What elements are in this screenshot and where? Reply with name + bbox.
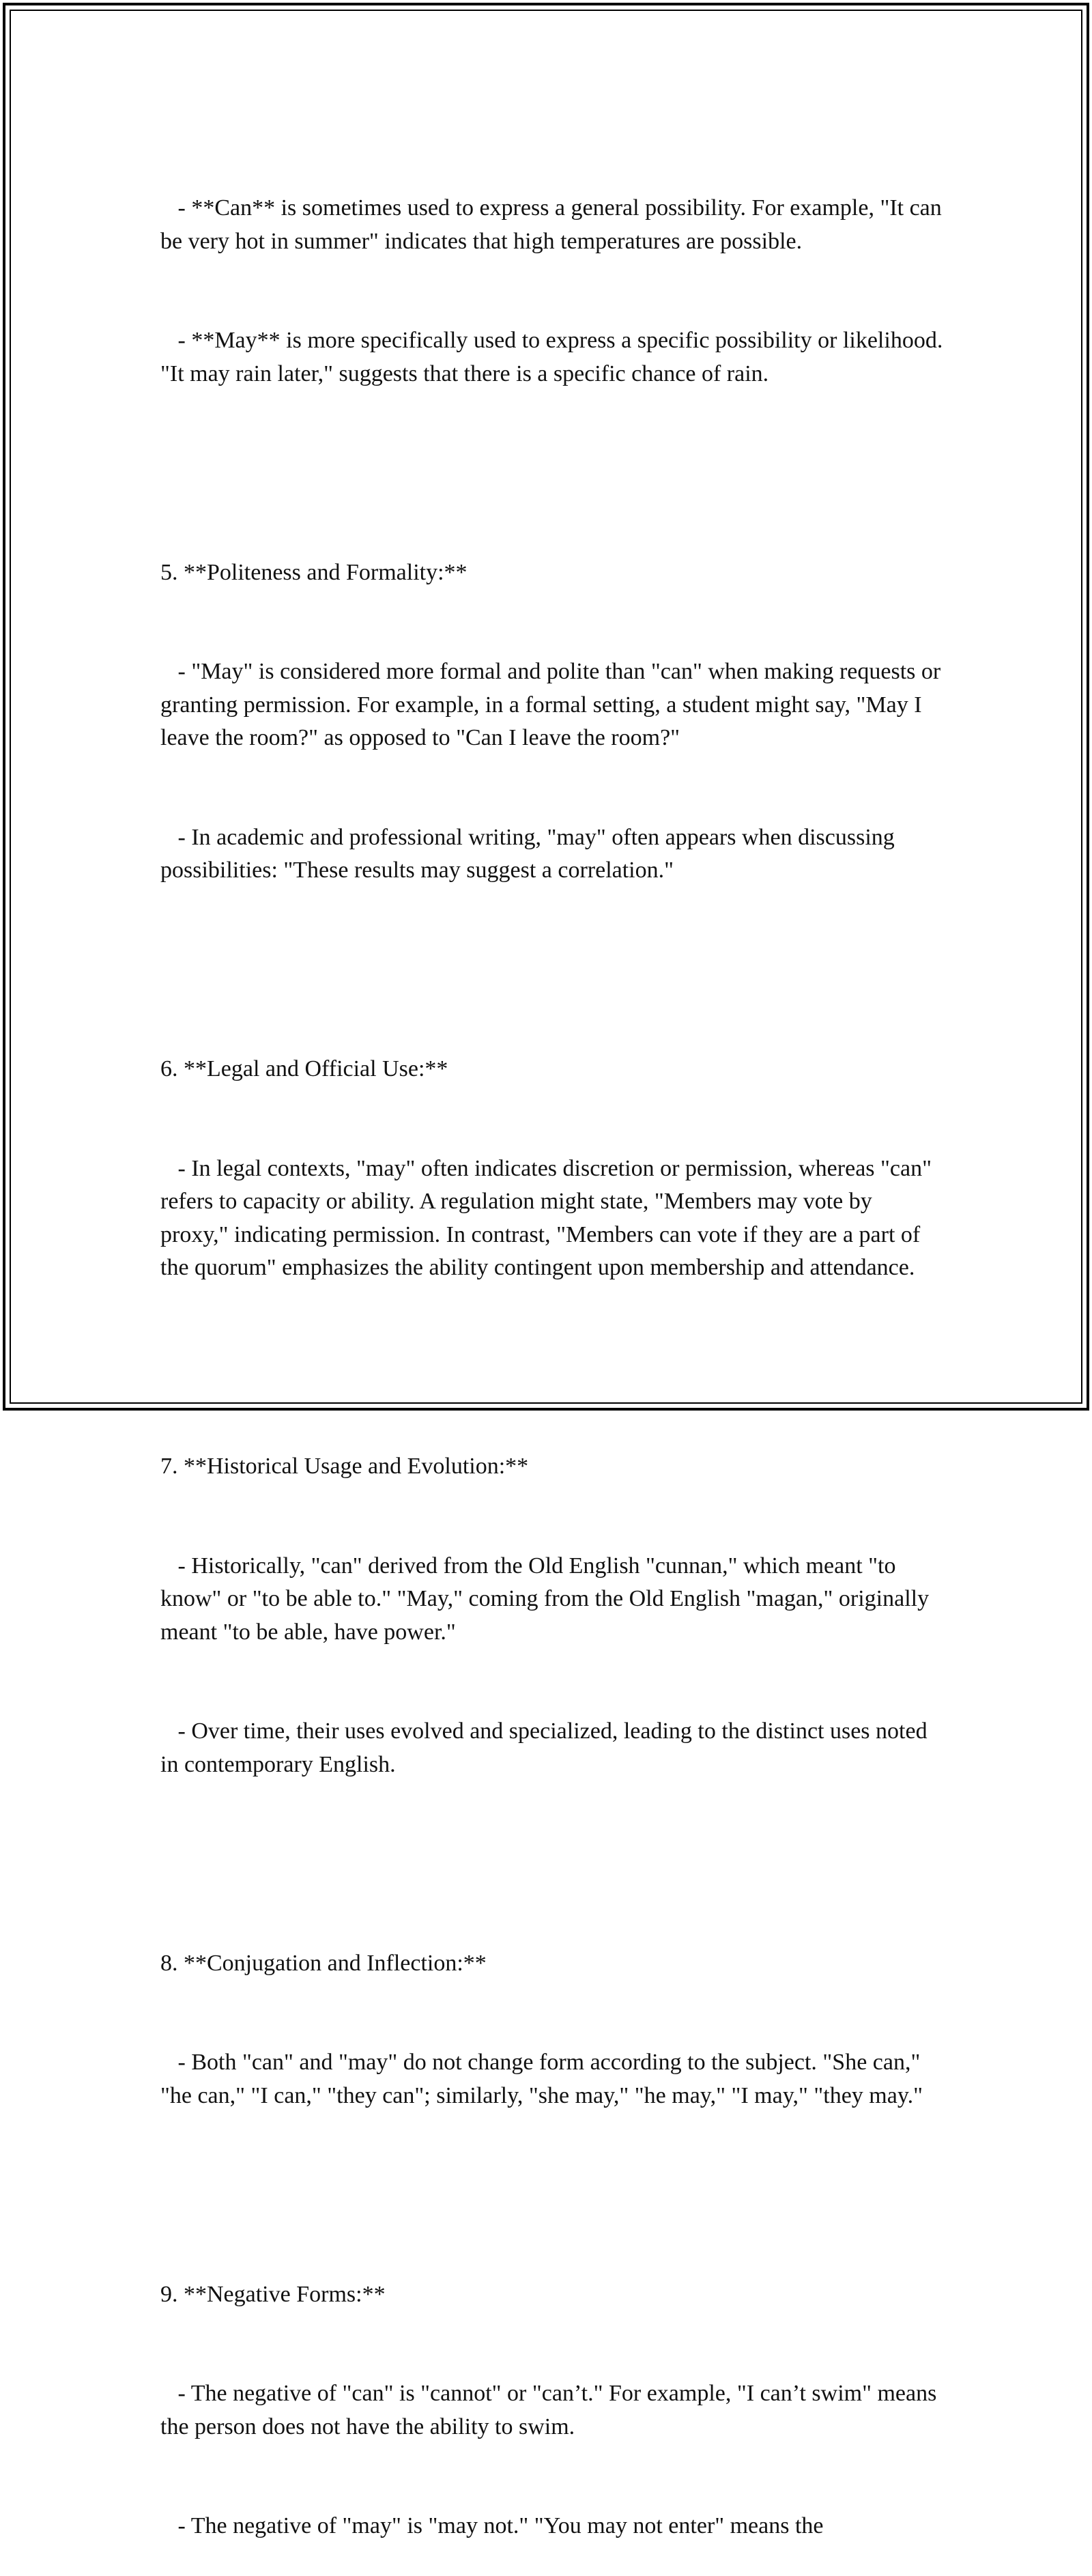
bullet-negative-2: - The negative of "may" is "may not." "You may not enter" means the xyxy=(160,2513,824,2538)
section-heading-9: 9. **Negative Forms:** xyxy=(160,2281,386,2307)
paragraph-gap xyxy=(160,457,945,490)
bullet-politeness-1: - "May" is considered more formal and polite than "can" when making requests or granting permission. For example, in a formal setting, a student might say, "May I leave the room?" as opposed to "Can I leave the room?" xyxy=(160,659,947,750)
section-heading-5: 5. **Politeness and Formality:** xyxy=(160,559,468,585)
bullet-conjugation-1: - Both "can" and "may" do not change form according to the subject. "She can," "he can," "I can," "they can"; similarly, "she may," "he may," "I may," "they may." xyxy=(160,2050,926,2108)
bullet-may-possibility: - **May** is more specifically used to express a specific possibility or likelihood. "It may rain later," suggests that there is a specific chance of rain. xyxy=(160,328,949,386)
paragraph-gap xyxy=(160,954,945,987)
section-heading-8: 8. **Conjugation and Inflection:** xyxy=(160,1950,487,1976)
bullet-legal-1: - In legal contexts, "may" often indicates discretion or permission, whereas "can" refers to capacity or ability. A regulation might state, "Members may vote by proxy," indicating permission. In contrast, "Members can vote if they are a part of the quorum" emphasizes the ability contingent upon membership and attendance. xyxy=(160,1155,938,1280)
document-body xyxy=(160,126,949,2576)
bullet-historical-2: - Over time, their uses evolved and specialized, leading to the distinct uses noted in contemporary English. xyxy=(160,1718,934,1777)
paragraph-gap xyxy=(160,2179,945,2212)
bullet-can-possibility: - **Can** is sometimes used to express a general possibility. For example, "It can be very hot in summer" indicates that high temperatures are possible. xyxy=(160,195,948,254)
section-heading-6: 6. **Legal and Official Use:** xyxy=(160,1056,448,1081)
bullet-politeness-2: - In academic and professional writing, "may" often appears when discussing possibilities: "These results may suggest a correlation." xyxy=(160,824,901,883)
section-heading-7: 7. **Historical Usage and Evolution:** xyxy=(160,1454,529,1479)
bullet-historical-1: - Historically, "can" derived from the Old English "cunnan," which meant "to know" or "to be able to." "May," coming from the Old English "magan," originally meant "to be able, have power." xyxy=(160,1553,935,1645)
paragraph-gap xyxy=(160,1351,945,1385)
bullet-negative-1: - The negative of "can" is "cannot" or "can’t." For example, "I can’t swim" means the person does not have the ability to swim. xyxy=(160,2381,943,2439)
paragraph-gap xyxy=(160,1848,945,1881)
